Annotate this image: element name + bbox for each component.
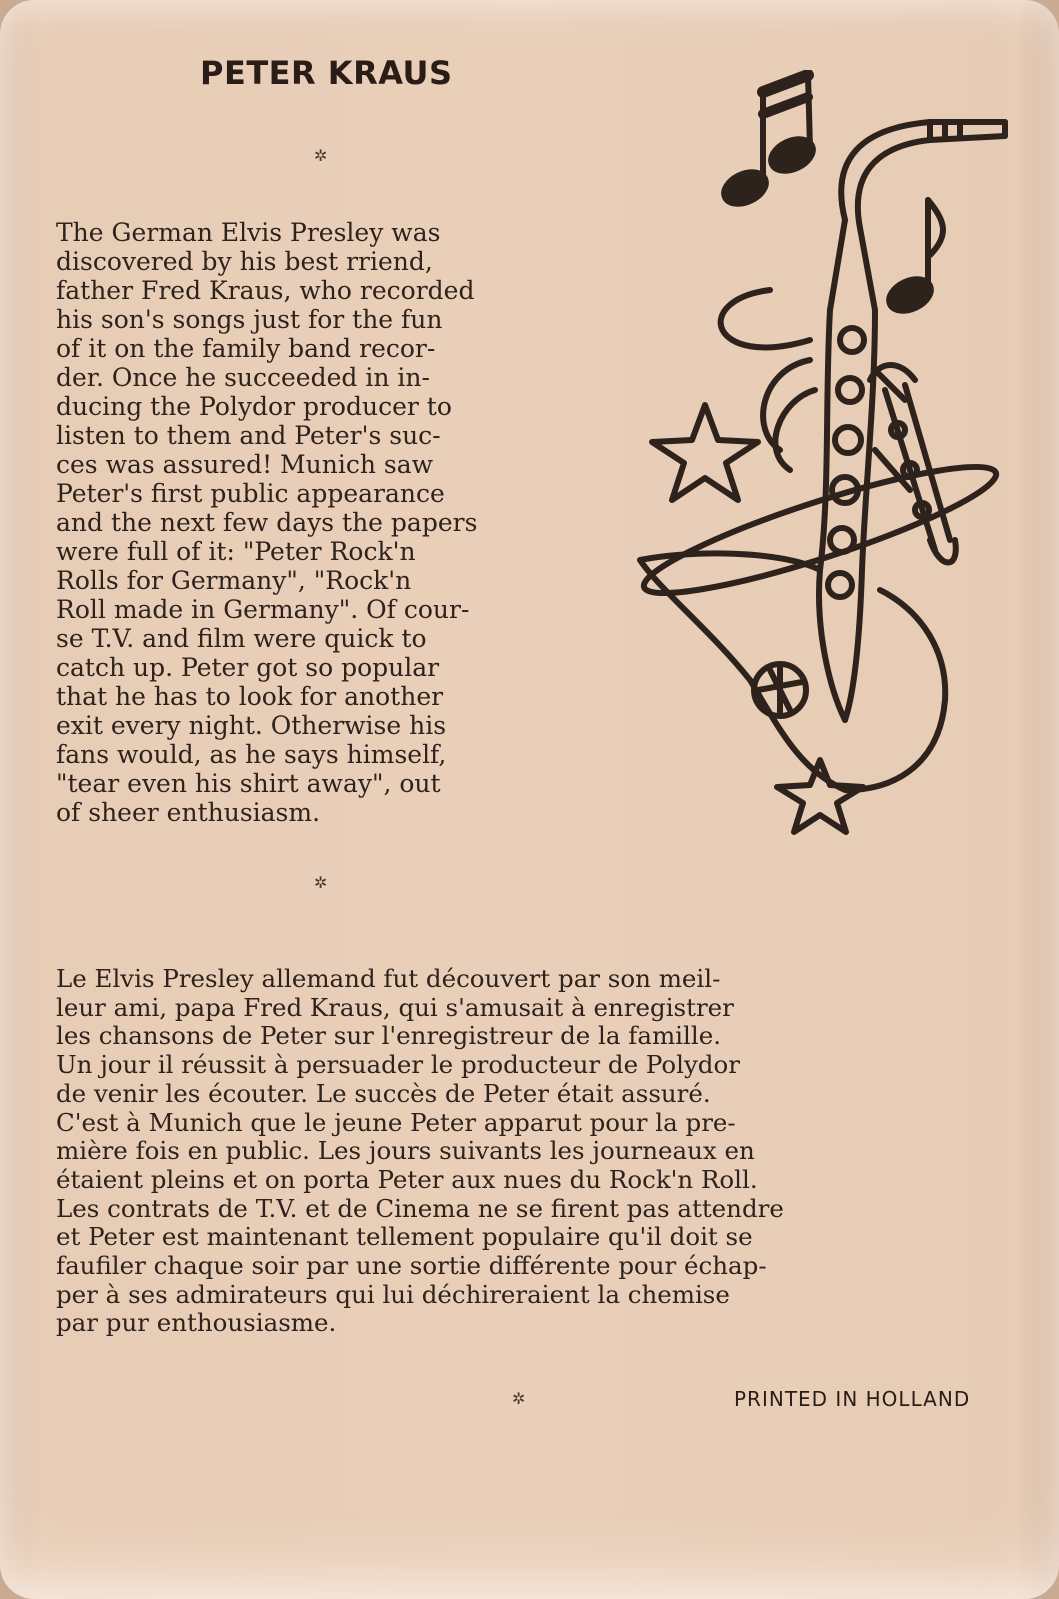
- music-note-icon: [884, 200, 943, 317]
- printed-in-label: PRINTED IN HOLLAND: [734, 1387, 971, 1411]
- star-icon: [652, 405, 758, 500]
- card-title: PETER KRAUS: [200, 54, 453, 92]
- separator-star-icon: ✲: [314, 873, 328, 892]
- french-biography: Le Elvis Presley allemand fut découvert par son meil- leur ami, papa Fred Kraus, qui s'amusait à enregistrer les chansons de Peter sur l'enregistreur de la famille. Un jour il réussit à persuader le producteur de Polydor de venir les écouter. Le succès de Peter était assuré. C'est à Munich que le jeune Peter apparut pour la pre- mière fois en public. Les jours suivants les journeaux en étaient pleins et on porta Peter aux nues du Rock'n Roll. Les contrats de T.V. et de Cinema ne se firent pas attendre et Peter est maintenant tellement populaire qu'il doit se faufiler chaque soir par une sortie différente pour échap- per à ses admirateurs qui lui déchireraient la chemise par pur enthousiasme.: [56, 964, 784, 1338]
- clarinet-icon: [870, 365, 956, 563]
- saxophone-illustration-icon: [630, 70, 1020, 850]
- english-biography: The German Elvis Presley was discovered by his best rriend, father Fred Kraus, who recorded his son's songs just for the fun of it on the family band recor- der. Once he succeeded in in- ducing the Polydor producer to listen to them and Peter's suc- ces was assured! Munich saw Peter's first public appearance and the next few days the papers were full of it: "Peter Rock'n Rolls for Germany", "Rock'n Roll made in Germany". Of cour- se T.V. and film were quick to catch up. Peter got so popular that he has to look for another exit every night. Otherwise his fans would, as he says himself, "tear even his shirt away", out of sheer enthusiasm.: [56, 218, 478, 827]
- star-icon: [777, 760, 863, 832]
- separator-star-icon: ✲: [512, 1389, 526, 1408]
- music-note-icon: [719, 75, 818, 210]
- separator-star-icon: ✲: [314, 146, 328, 165]
